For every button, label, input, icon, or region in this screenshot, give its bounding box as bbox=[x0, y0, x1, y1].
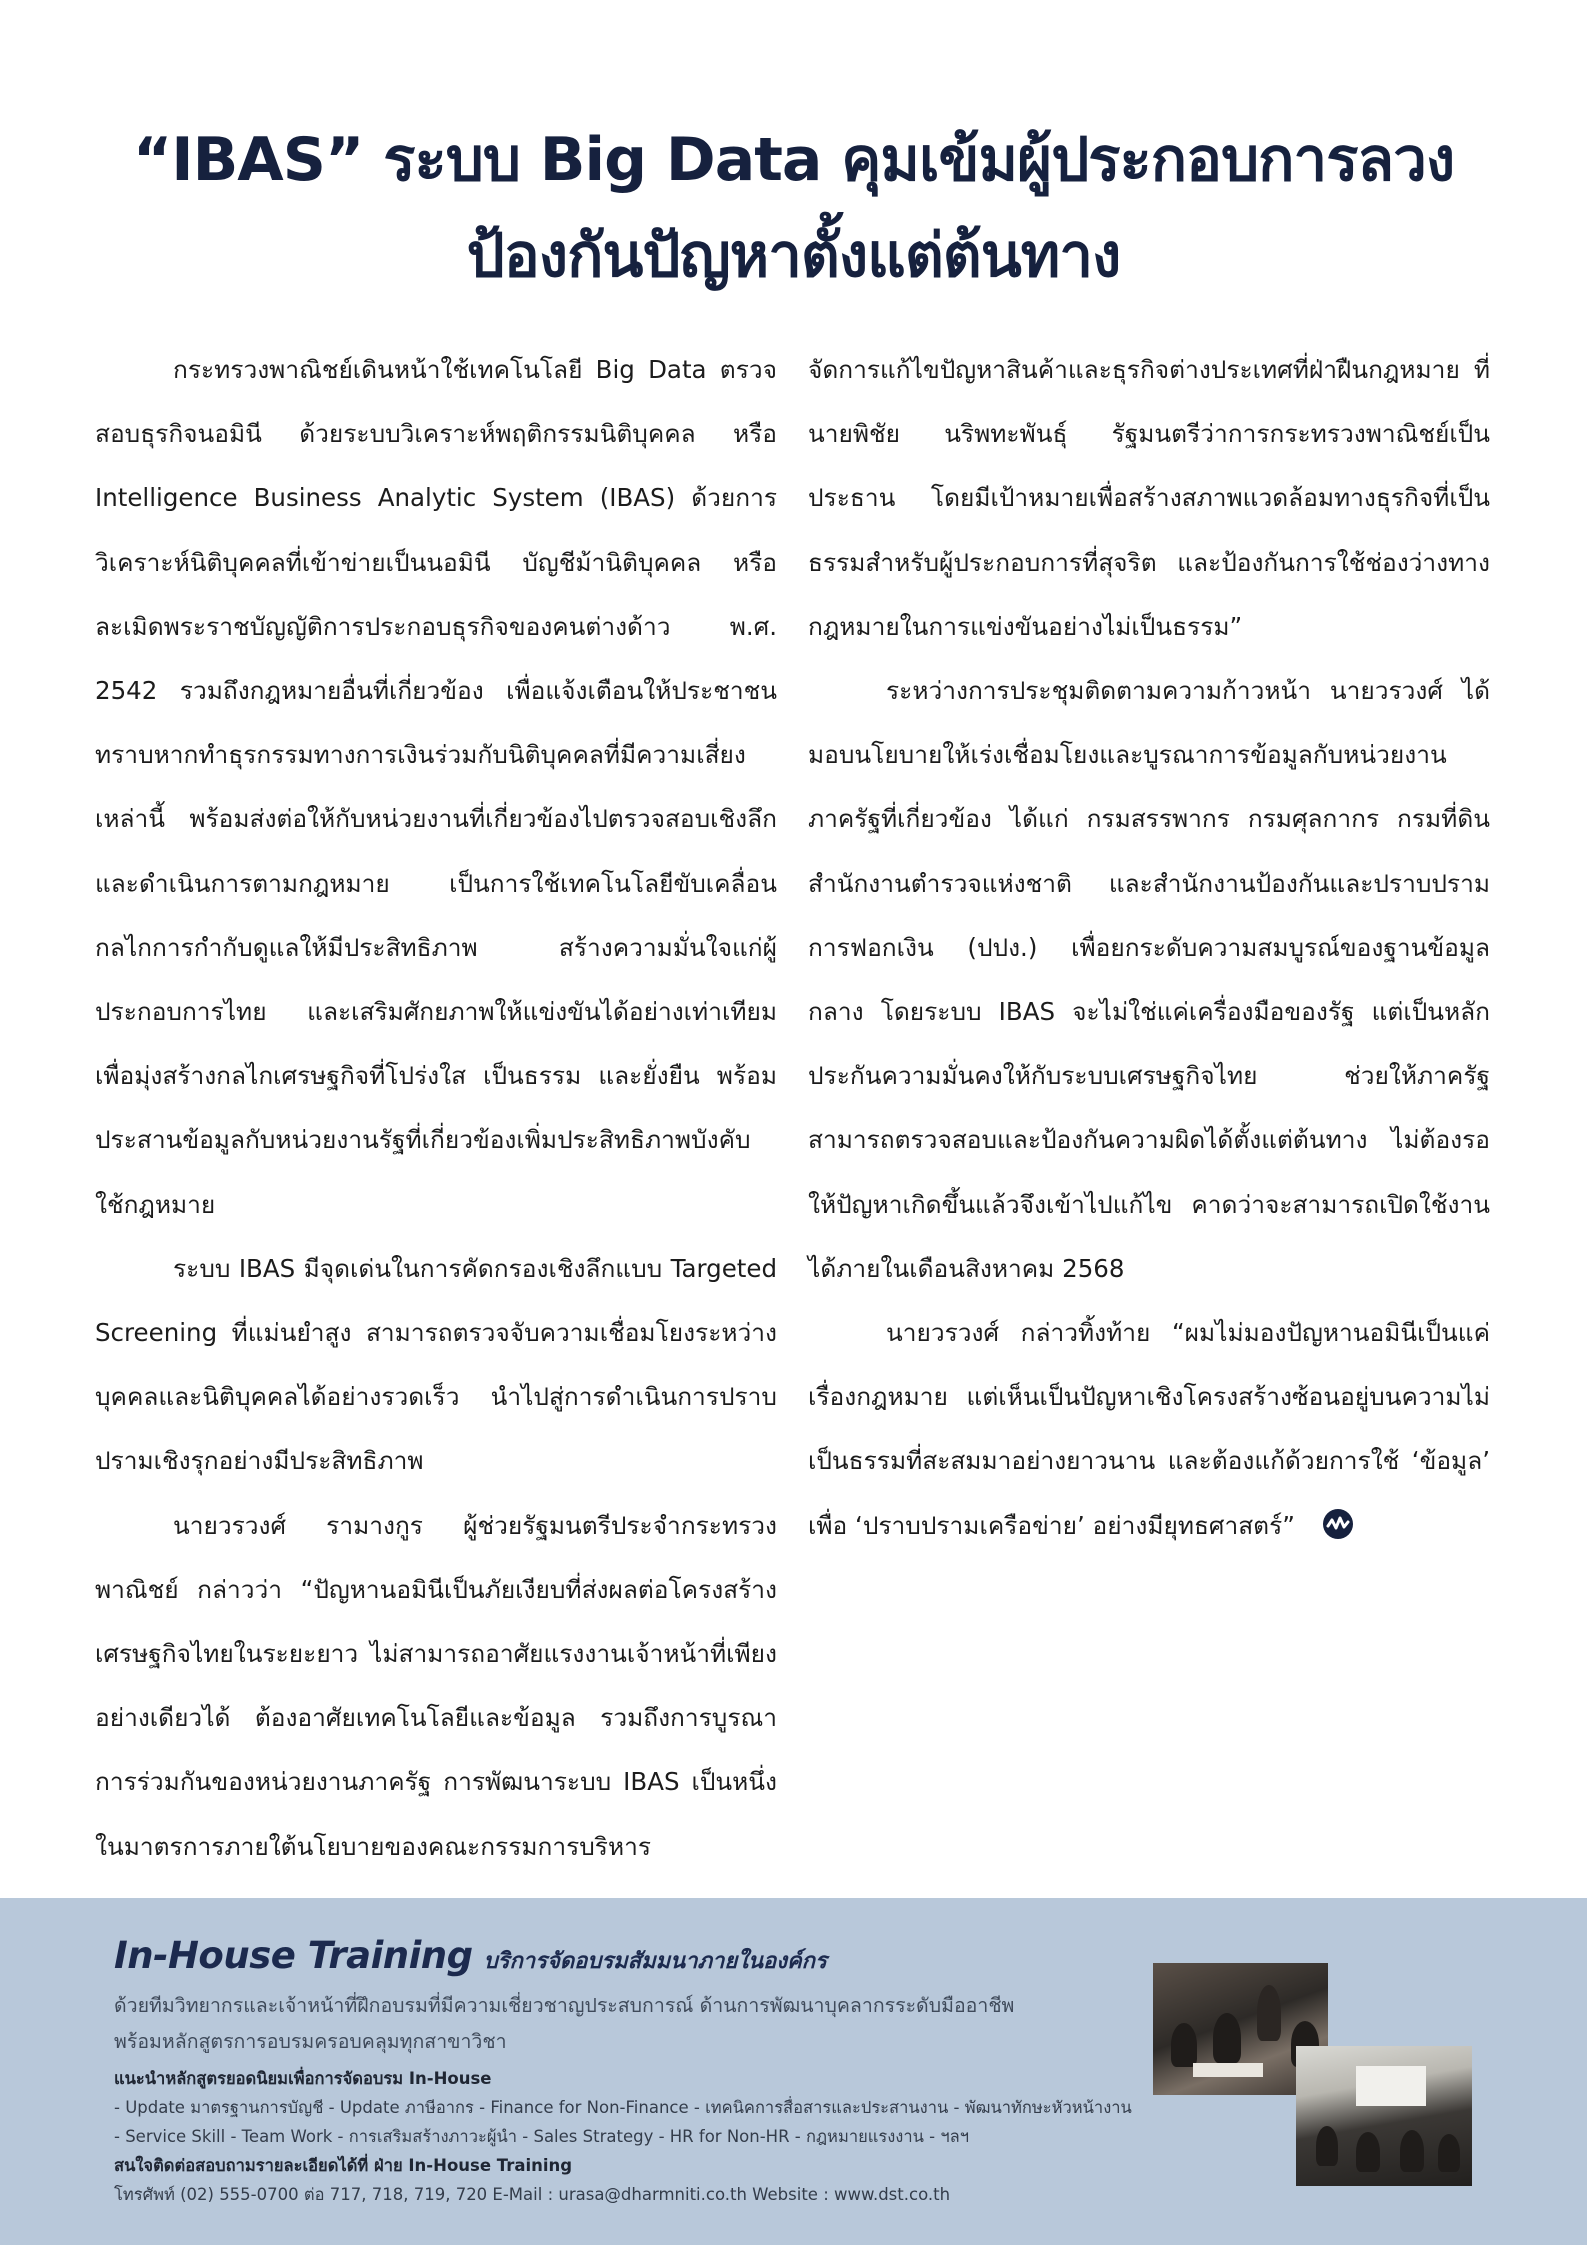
recommend-heading: แนะนำหลักสูตรยอดนิยมเพื่อการจัดอบรม In-House bbox=[114, 2069, 492, 2088]
headline-line-1: “IBAS” ระบบ Big Data คุมเข้มผู้ประกอบการลวง bbox=[132, 125, 1455, 195]
contact-info: โทรศัพท์ (02) 555-0700 ต่อ 717, 718, 719, 720 E-Mail : urasa@dharmniti.co.th Website : www.dst.co.th bbox=[114, 2185, 951, 2204]
article-headline bbox=[60, 112, 1527, 304]
right-column bbox=[808, 338, 1490, 1879]
training-room-photo bbox=[1296, 2046, 1472, 2186]
paragraph: จัดการแก้ไขปัญหาสินค้าและธุรกิจต่างประเทศที่ฝ่าฝืนกฎหมาย ที่นายพิชัย นริพทะพันธุ์ รัฐมนตรีว่าการกระทรวงพาณิชย์เป็นประธาน โดยมีเป้าหมายเพื่อสร้างสภาพแวดล้อมทางธุรกิจที่เป็นธรรมสำหรับผู้ประกอบการที่สุจริต และป้องกันการใช้ช่องว่างทางกฎหมายในการแข่งขันอย่างไม่เป็นธรรม” bbox=[808, 355, 1490, 641]
paragraph: ระหว่างการประชุมติดตามความก้าวหน้า นายวรวงศ์ ได้มอบนโยบายให้เร่งเชื่อมโยงและบูรณาการข้อมูลกับหน่วยงานภาครัฐที่เกี่ยวข้อง ได้แก่ กรมสรรพากร กรมศุลกากร กรมที่ดิน สำนักงานตำรวจแห่งชาติ และสำนักงานป้องกันและปราบปรามการฟอกเงิน (ปปง.) เพื่อยกระดับความสมบูรณ์ของฐานข้อมูลกลาง โดยระบบ IBAS จะไม่ใช่แค่เครื่องมือของรัฐ แต่เป็นหลักประกันความมั่นคงให้กับระบบเศรษฐกิจไทย ช่วยให้ภาครัฐสามารถตรวจสอบและป้องกันความผิดได้ตั้งแต่ต้นทาง ไม่ต้องรอให้ปัญหาเกิดขึ้นแล้วจึงเข้าไปแก้ไข คาดว่าจะสามารถเปิดใช้งานได้ภายในเดือนสิงหาคม 2568 bbox=[808, 676, 1490, 1283]
ad-title bbox=[114, 1934, 827, 1978]
paragraph: นายวรวงศ์ กล่าวทิ้งท้าย “ผมไม่มองปัญหานอมินีเป็นแค่เรื่องกฎหมาย แต่เห็นเป็นปัญหาเชิงโครงสร้างซ้อนอยู่บนความไม่เป็นธรรมที่สะสมมาอย่างยาวนาน และต้องแก้ด้วยการใช้ ‘ข้อมูล’ เพื่อ ‘ปราบปรามเครือข่าย’ อย่างมียุทธศาสตร์” bbox=[808, 1318, 1490, 1540]
in-house-training-ad bbox=[0, 1898, 1587, 2245]
course-line: - Update มาตรฐานการบัญชี - Update ภาษีอากร - Finance for Non-Finance - เทคนิคการสื่อสารและประสานงาน - พัฒนาทักษะหัวหน้างาน bbox=[114, 2098, 1132, 2117]
ad-desc-line: ด้วยทีมวิทยากรและเจ้าหน้าที่ฝึกอบรมที่มีความเชี่ยวชาญประสบการณ์ ด้านการพัฒนาบุคลากรระดับมืออาชีพ bbox=[114, 1994, 1015, 2017]
ad-tagline: บริการจัดอบรมสัมมนาภายในองค์กร bbox=[483, 1949, 827, 1974]
paragraph: ระบบ IBAS มีจุดเด่นในการคัดกรองเชิงลึกแบบ Targeted Screening ที่แม่นยำสูง สามารถตรวจจับความเชื่อมโยงระหว่างบุคคลและนิติบุคคลได้อย่างรวดเร็ว นำไปสู่การดำเนินการปราบปรามเชิงรุกอย่างมีประสิทธิภาพ bbox=[95, 1253, 777, 1476]
ad-brand: In-House Training bbox=[114, 1934, 473, 1977]
left-column bbox=[95, 338, 777, 1879]
contact-heading: สนใจติดต่อสอบถามรายละเอียดได้ที่ ฝ่าย In-House Training bbox=[114, 2156, 573, 2175]
ad-course-list bbox=[114, 2064, 1144, 2209]
headline-line-2: ป้องกันปัญหาตั้งแต่ต้นทาง bbox=[466, 221, 1121, 291]
ad-description bbox=[114, 1988, 1114, 2060]
wave-logo-icon bbox=[1323, 1509, 1353, 1539]
course-line: - Service Skill - Team Work - การเสริมสร้างภาวะผู้นำ - Sales Strategy - HR for Non-HR - กฎหมายแรงงาน - ฯลฯ bbox=[114, 2127, 969, 2146]
paragraph: กระทรวงพาณิชย์เดินหน้าใช้เทคโนโลยี Big Data ตรวจสอบธุรกิจนอมินี ด้วยระบบวิเคราะห์พฤติกรรมนิติบุคคล หรือ Intelligence Business Analytic System (IBAS) ด้วยการวิเคราะห์นิติบุคคลที่เข้าข่ายเป็นนอมินี บัญชีม้านิติบุคคล หรือละเมิดพระราชบัญญัติการประกอบธุรกิจของคนต่างด้าว พ.ศ. 2542 รวมถึงกฎหมายอื่นที่เกี่ยวข้อง เพื่อแจ้งเตือนให้ประชาชนทราบหากทำธุรกรรมทางการเงินร่วมกับนิติบุคคลที่มีความเสี่ยงเหล่านี้ พร้อมส่งต่อให้กับหน่วยงานที่เกี่ยวข้องไปตรวจสอบเชิงลึก และดำเนินการตามกฎหมาย เป็นการใช้เทคโนโลยีขับเคลื่อนกลไกการกำกับดูแลให้มีประสิทธิภาพ สร้างความมั่นใจแก่ผู้ประกอบการไทย และเสริมศักยภาพให้แข่งขันได้อย่างเท่าเทียมเพื่อมุ่งสร้างกลไกเศรษฐกิจที่โปร่งใส เป็นธรรม และยั่งยืน พร้อมประสานข้อมูลกับหน่วยงานรัฐที่เกี่ยวข้องเพิ่มประสิทธิภาพบังคับใช้กฎหมาย bbox=[95, 355, 777, 1219]
ad-desc-line: พร้อมหลักสูตรการอบรมครอบคลุมทุกสาขาวิชา bbox=[114, 2030, 507, 2053]
article-body bbox=[95, 338, 1490, 1879]
paragraph: นายวรวงศ์ รามางกูร ผู้ช่วยรัฐมนตรีประจำกระทรวงพาณิชย์ กล่าวว่า “ปัญหานอมินีเป็นภัยเงียบที่ส่งผลต่อโครงสร้างเศรษฐกิจไทยในระยะยาว ไม่สามารถอาศัยแรงงานเจ้าหน้าที่เพียงอย่างเดียวได้ ต้องอาศัยเทคโนโลยีและข้อมูล รวมถึงการบูรณาการร่วมกันของหน่วยงานภาครัฐ การพัฒนาระบบ IBAS เป็นหนึ่งในมาตรการภายใต้นโยบายของคณะกรรมการบริหาร bbox=[95, 1510, 777, 1861]
